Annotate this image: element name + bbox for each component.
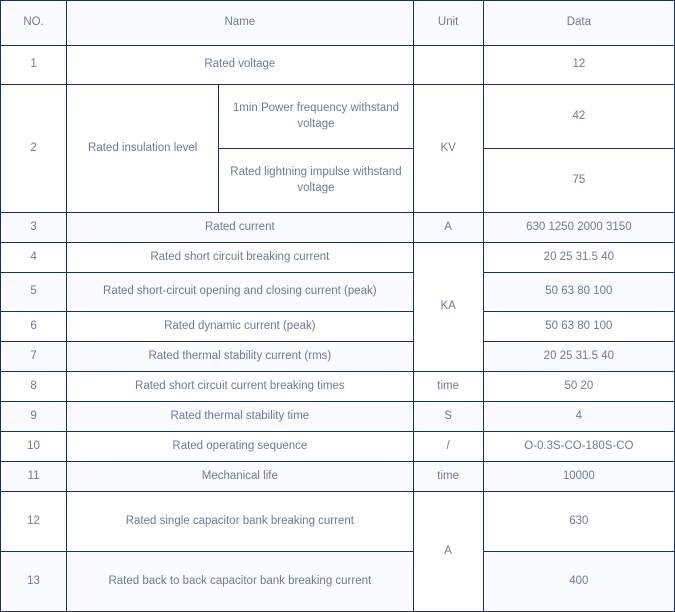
row-name: Rated dynamic current (peak)	[67, 312, 414, 342]
row-name: Rated operating sequence	[67, 432, 414, 462]
row-no: 7	[1, 342, 67, 372]
column-header-data: Data	[483, 1, 674, 46]
row-no: 13	[1, 552, 67, 612]
row-unit: KA	[413, 243, 483, 372]
row-data: 630 1250 2000 3150	[483, 213, 674, 243]
row-name: Rated thermal stability current (rms)	[67, 342, 414, 372]
row-data: 630	[483, 492, 674, 552]
column-header-unit: Unit	[413, 1, 483, 46]
table-body	[1, 46, 675, 612]
row-data: 4	[483, 402, 674, 432]
row-name: Rated voltage	[67, 46, 414, 85]
row-no: 2	[1, 85, 67, 213]
row-name: Rated insulation level	[67, 85, 219, 213]
table-row	[1, 372, 675, 402]
row-no: 12	[1, 492, 67, 552]
table-row	[1, 492, 675, 552]
table-row	[1, 342, 675, 372]
row-data: 42	[483, 85, 674, 149]
row-no: 11	[1, 462, 67, 492]
table-row	[1, 46, 675, 85]
row-data: O-0.3S-CO-180S-CO	[483, 432, 674, 462]
row-unit: A	[413, 213, 483, 243]
table-row	[1, 243, 675, 273]
row-no: 10	[1, 432, 67, 462]
row-data: 10000	[483, 462, 674, 492]
row-subname: 1min Power frequency withstand voltage	[219, 85, 413, 149]
column-header-name: Name	[67, 1, 414, 46]
row-name: Rated back to back capacitor bank breaking current	[67, 552, 414, 612]
table-row	[1, 312, 675, 342]
row-subname: Rated lightning impulse withstand voltage	[219, 149, 413, 213]
row-data: 12	[483, 46, 674, 85]
table-header	[1, 1, 675, 46]
row-name: Rated short-circuit opening and closing current (peak)	[67, 273, 414, 312]
table-row	[1, 432, 675, 462]
row-data: 400	[483, 552, 674, 612]
row-name: Mechanical life	[67, 462, 414, 492]
row-data: 50 20	[483, 372, 674, 402]
row-unit: S	[413, 402, 483, 432]
row-unit: KV	[413, 85, 483, 213]
row-no: 6	[1, 312, 67, 342]
column-header-no: NO.	[1, 1, 67, 46]
row-data: 75	[483, 149, 674, 213]
row-data: 20 25 31.5 40	[483, 342, 674, 372]
row-name: Rated thermal stability time	[67, 402, 414, 432]
row-name: Rated short circuit current breaking times	[67, 372, 414, 402]
table-row	[1, 402, 675, 432]
table-row	[1, 273, 675, 312]
row-unit: A	[413, 492, 483, 612]
row-no: 8	[1, 372, 67, 402]
row-name: Rated short circuit breaking current	[67, 243, 414, 273]
row-unit: /	[413, 432, 483, 462]
table-header-row	[1, 1, 675, 46]
table-row	[1, 213, 675, 243]
row-unit: time	[413, 462, 483, 492]
row-name: Rated single capacitor bank breaking current	[67, 492, 414, 552]
row-no: 4	[1, 243, 67, 273]
row-unit	[413, 46, 483, 85]
table-row	[1, 552, 675, 612]
row-unit: time	[413, 372, 483, 402]
row-no: 3	[1, 213, 67, 243]
row-data: 20 25 31.5 40	[483, 243, 674, 273]
row-data: 50 63 80 100	[483, 312, 674, 342]
row-name: Rated current	[67, 213, 414, 243]
row-no: 9	[1, 402, 67, 432]
row-data: 50 63 80 100	[483, 273, 674, 312]
table-row	[1, 462, 675, 492]
row-no: 5	[1, 273, 67, 312]
table-row	[1, 85, 675, 149]
row-no: 1	[1, 46, 67, 85]
